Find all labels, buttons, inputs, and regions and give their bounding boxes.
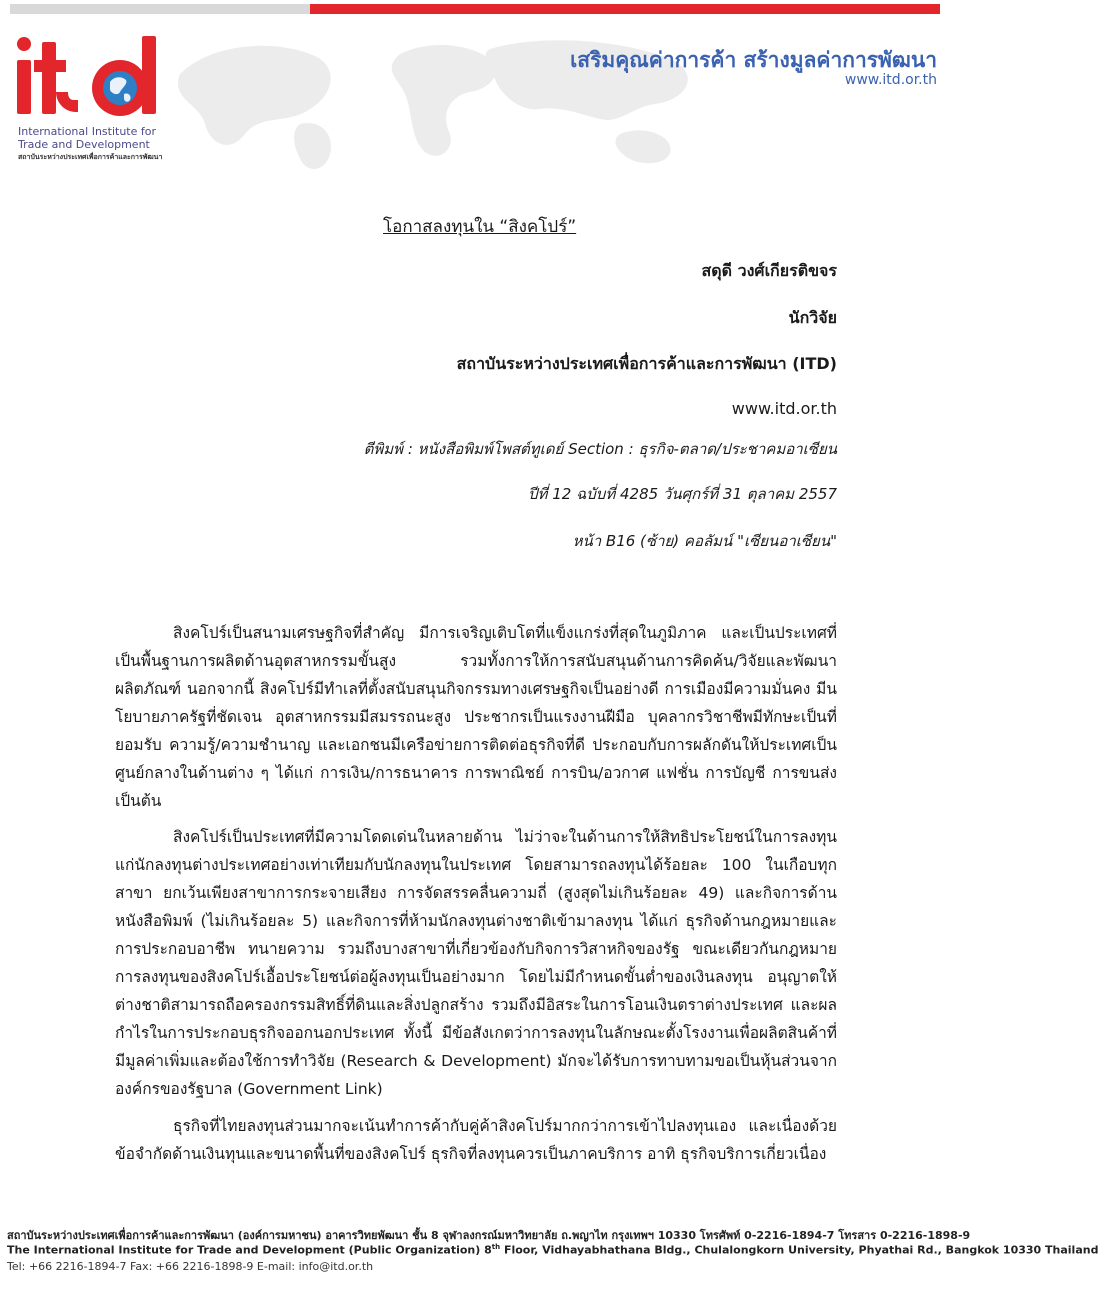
body-paragraph-3: ธุรกิจที่ไทยลงทุนส่วนมากจะเน้นทำการค้ากับคู่ค้าสิงคโปร์มากกว่าการเข้าไปลงทุนเอง และเนื่องด้วยข้อจำกัดด้านเงินทุนและขนาดพื้นที่ของสิงคโปร์ ธุรกิจที่ลงทุนควรเป็นภาคบริการ อาทิ ธุรกิจบริการเกี่ยวเนื่อง	[115, 1117, 837, 1163]
publication-issue: ปีที่ 12 ฉบับที่ 4285 วันศุกร์ที่ 31 ตุลาคม 2557	[528, 485, 837, 503]
publication-page-column: หน้า B16 (ซ้าย) คอลัมน์ "เซียนอาเซียน"	[572, 532, 837, 550]
document-title: โอกาสลงทุนใน “สิงคโปร์”	[383, 217, 577, 237]
itd-logo	[16, 32, 176, 162]
footer-contact: Tel: +66 2216-1894-7 Fax: +66 2216-1898-9 E-mail: info@itd.or.th	[7, 1260, 374, 1273]
logo-english-name-line1: International Institute for	[18, 125, 157, 138]
header-bar-grey	[10, 4, 310, 14]
body-paragraph-1: สิงคโปร์เป็นสนามเศรษฐกิจที่สำคัญ มีการเจริญเติบโตที่แข็งแกร่งที่สุดในภูมิภาค และเป็นประเทศที่เป็นพื้นฐานการผลิตด้านอุตสาหกรรมขั้นสูง รวมทั้งการให้การสนับสนุนด้านการคิดค้น/วิจัยและพัฒนาผลิตภัณฑ์ นอกจากนี้ สิงคโปร์มีทำเลที่ตั้งสนับสนุนกิจกรรมทางเศรษฐกิจเป็นอย่างดี การเมืองมีความมั่นคง มีนโยบายภาครัฐที่ชัดเจน อุตสาหกรรมมีสมรรถนะสูง ประชากรเป็นแรงงานฝีมือ บุคลากรวิชาชีพมีทักษะเป็นที่ยอมรับ ความรู้/ความชำนาญ และเอกชนมีเครือข่ายการติดต่อธุรกิจที่ดี ประกอบกับการผลักดันให้ประเทศเป็นศูนย์กลางในด้านต่าง ๆ ได้แก่ การเงิน/การธนาคาร การพาณิชย์ การบิน/อวกาศ แฟชั่น การบัญชี การขนส่ง เป็นต้น	[115, 624, 837, 810]
footer-address-english-part1: The International Institute for Trade and Development (Public Organization) 8	[7, 1243, 492, 1257]
footer-floor-suffix: th	[491, 1243, 501, 1251]
header-bar-red	[310, 4, 940, 14]
footer-address-thai: สถาบันระหว่างประเทศเพื่อการค้าและการพัฒนา (องค์การมหาชน) อาคารวิทยพัฒนา ชั้น 8 จุฬาลงกรณ์มหาวิทยาลัย ถ.พญาไท กรุงเทพฯ 10330 โทรศัพท์ 0-2216-1894-7 โทรสาร 0-2216-1898-9	[7, 1229, 971, 1242]
header-website-link[interactable]: www.itd.or.th	[844, 72, 937, 88]
world-map-watermark	[150, 14, 710, 174]
header-slogan: เสริมคุณค่าการค้า สร้างมูลค่าการพัฒนา	[570, 48, 937, 72]
author-institute: สถาบันระหว่างประเทศเพื่อการค้าและการพัฒนา (ITD)	[456, 354, 837, 373]
footer-address-english-part2: Floor, Vidhayabhathana Bldg., Chulalongkorn University, Phyathai Rd., Bangkok 10330 Thailand	[500, 1243, 1098, 1257]
logo-english-name-line2: Trade and Development	[18, 138, 150, 151]
publication-source: ตีพิมพ์ : หนังสือพิมพ์โพสต์ทูเดย์ Section : ธุรกิจ-ตลาด/ประชาคมอาเซียน	[363, 440, 837, 458]
body-paragraph-2: สิงคโปร์เป็นประเทศที่มีความโดดเด่นในหลายด้าน ไม่ว่าจะในด้านการให้สิทธิประโยชน์ในการลงทุนแก่นักลงทุนต่างประเทศอย่างเท่าเทียมกับนักลงทุนในประเทศ โดยสามารถลงทุนได้ร้อยละ 100 ในเกือบทุกสาขา ยกเว้นเพียงสาขาการกระจายเสียง การจัดสรรคลื่นความถี่ (สูงสุดไม่เกินร้อยละ 49) และกิจการด้านหนังสือพิมพ์ (ไม่เกินร้อยละ 5) และกิจการที่ห้ามนักลงทุนต่างชาติเข้ามาลงทุน ได้แก่ ธุรกิจด้านกฎหมายและการประกอบอาชีพ ทนายความ รวมถึงบางสาขาที่เกี่ยวข้องกับกิจการวิสาหกิจของรัฐ ขณะเดียวกันกฎหมายการลงทุนของสิงคโปร์เอื้อประโยชน์ต่อผู้ลงทุนเป็นอย่างมาก โดยไม่มีกำหนดขั้นต่ำของเงินลงทุน อนุญาตให้ต่างชาติสามารถถือครองกรรมสิทธิ์ที่ดินและสิ่งปลูกสร้าง รวมถึงมีอิสระในการโอนเงินตราต่างประเทศ และผลกำไรในการประกอบธุรกิจออกนอกประเทศ ทั้งนี้ มีข้อสังเกตว่าการลงทุนในลักษณะตั้งโรงงานเพื่อผลิตสินค้าที่มีมูลค่าเพิ่มและต้องใช้การทำวิจัย (Research & Development) มักจะได้รับการทาบทามขอเป็นหุ้นส่วนจากองค์กรของรัฐบาล (Government Link)	[115, 828, 837, 1098]
logo-thai-name: สถาบันระหว่างประเทศเพื่อการค้าและการพัฒนา	[18, 153, 163, 161]
footer-address-english	[7, 1243, 1098, 1257]
author-name: สดุดี วงศ์เกียรติขจร	[701, 261, 837, 280]
author-position: นักวิจัย	[788, 308, 837, 327]
itd-logo-mark	[16, 32, 166, 124]
author-website-link[interactable]: www.itd.or.th	[731, 399, 837, 418]
